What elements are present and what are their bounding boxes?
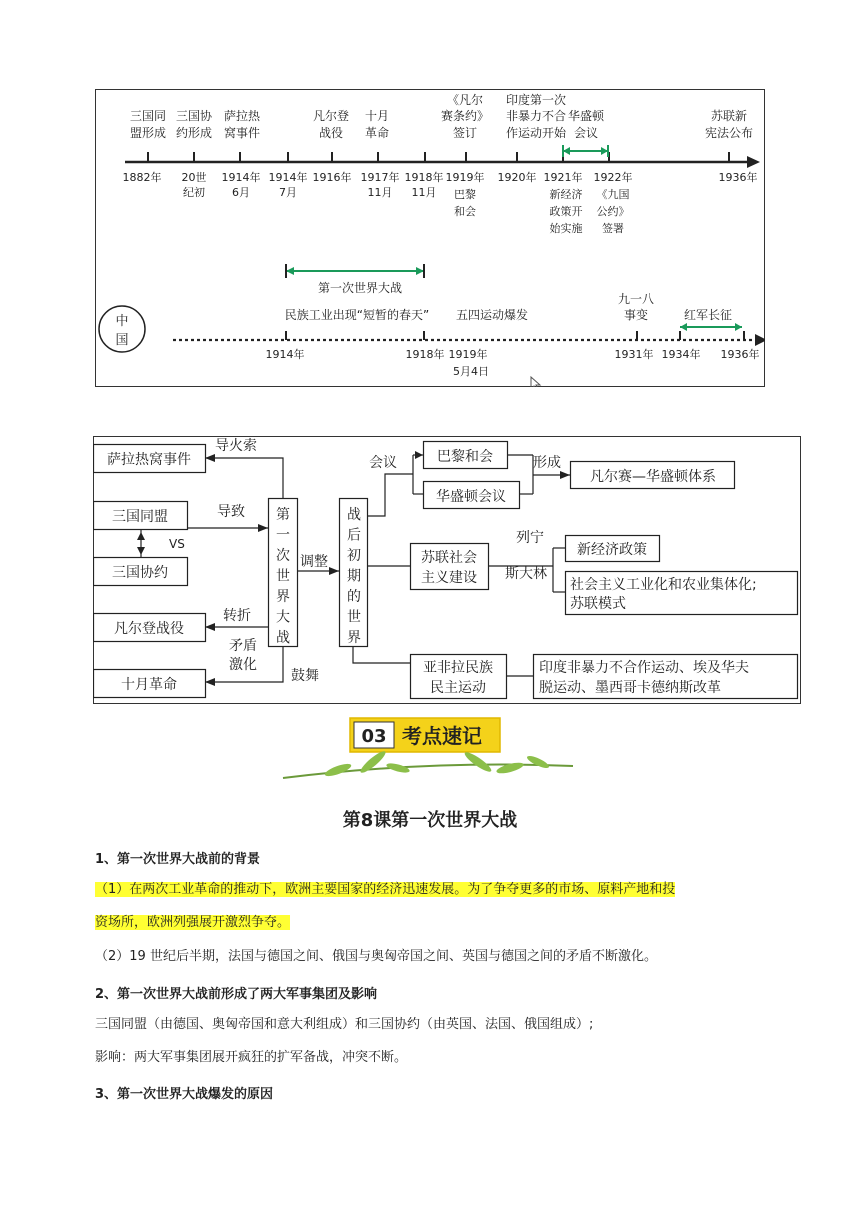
badge-number: 03 <box>361 726 387 747</box>
china-date: 1931年 <box>614 348 654 361</box>
timeline-date: 1882年 <box>122 171 162 184</box>
china-date: 1919年 <box>448 348 488 361</box>
box-soviet-model: 苏联模式 <box>570 596 626 612</box>
event-label: 《凡尔 <box>446 93 484 107</box>
box-national-movements: 亚非拉民族 <box>423 660 493 676</box>
timeline-date: 1922年 <box>593 171 633 184</box>
timeline-figure <box>95 89 765 387</box>
event-label: 萨拉热 <box>223 109 261 123</box>
lesson-title: 第8课第一次世界大战 <box>342 810 518 831</box>
box-postwar-world-char: 世 <box>347 609 361 626</box>
event-label: 盟形成 <box>129 126 167 140</box>
box-sarajevo: 萨拉热窝事件 <box>107 452 191 468</box>
china-label: 中 <box>115 314 129 329</box>
event-label: 签订 <box>452 126 478 140</box>
event-label: 华盛顿 <box>567 109 605 123</box>
box-ww1-char: 一 <box>276 527 290 544</box>
timeline-date: 纪初 <box>183 186 205 199</box>
timeline-date: 1914年 <box>221 171 261 184</box>
event-label: 三国协 <box>175 109 213 123</box>
box-ww1-char: 第 <box>276 507 290 523</box>
timeline-date: 1916年 <box>312 171 352 184</box>
event-label: 窝事件 <box>223 126 261 140</box>
box-national-movements: 民主运动 <box>430 680 486 696</box>
box-soviet-model: 社会主义工业化和农业集体化; <box>570 577 757 593</box>
timeline-note: 《九国 <box>596 188 630 201</box>
box-ww1-char: 世 <box>276 568 290 585</box>
box-soviet-construction: 主义建设 <box>421 570 477 586</box>
china-event: 九一八 <box>617 292 655 306</box>
paragraph: 三国同盟（由德国、奥匈帝国和意大利组成）和三国协约（由英国、法国、俄国组成）; <box>95 1017 594 1032</box>
timeline-date: 11月 <box>411 186 437 199</box>
box-movement-examples: 脱运动、墨西哥卡德纳斯改革 <box>539 680 721 696</box>
event-label: 约形成 <box>175 126 213 140</box>
highlighted-paragraph: （1）在两次工业革命的推动下，欧洲主要国家的经济迅速发展。为了争夺更多的市场、原料产地和投 <box>95 882 676 897</box>
timeline-date: 1921年 <box>543 171 583 184</box>
box-soviet-construction: 苏联社会 <box>421 550 477 566</box>
section-heading: 3、第一次世界大战爆发的原因 <box>95 1087 274 1102</box>
label-lenin: 列宁 <box>516 530 544 546</box>
china-date: 1914年 <box>265 348 305 361</box>
label-conflict: 激化 <box>229 657 257 673</box>
event-label: 三国同 <box>129 109 167 123</box>
timeline-date: 1917年 <box>360 171 400 184</box>
box-postwar-world-char: 初 <box>347 548 361 564</box>
timeline-date: 6月 <box>232 186 250 199</box>
box-paris-conference: 巴黎和会 <box>437 449 493 465</box>
label-turn: 转折 <box>223 608 251 624</box>
badge-text: 考点速记 <box>402 724 482 748</box>
timeline-date: 20世 <box>181 171 207 184</box>
timeline-date: 巴黎 <box>454 188 476 201</box>
box-postwar-world-char: 的 <box>347 589 361 605</box>
label-fuse: 导火索 <box>215 438 257 454</box>
china-event: 民族工业出现“短暂的春天” <box>284 308 430 322</box>
label-adjust: 调整 <box>300 554 328 570</box>
timeline-note: 始实施 <box>549 222 583 235</box>
timeline-date: 1914年 <box>268 171 308 184</box>
china-date: 1936年 <box>720 348 760 361</box>
box-triple-alliance: 三国同盟 <box>112 509 168 525</box>
china-label: 国 <box>115 333 129 348</box>
box-ww1-char: 次 <box>276 548 290 564</box>
timeline-date: 1918年 <box>404 171 444 184</box>
box-nep: 新经济政策 <box>577 542 647 558</box>
event-label: 苏联新 <box>710 109 748 123</box>
china-date: 1918年 <box>405 348 445 361</box>
event-label: 凡尔登 <box>312 109 350 123</box>
section-heading: 2、第一次世界大战前形成了两大军事集团及影响 <box>95 987 378 1002</box>
box-washington-conference: 华盛顿会议 <box>436 489 506 505</box>
china-event: 五四运动爆发 <box>455 308 529 322</box>
label-stalin: 斯大林 <box>505 566 547 582</box>
vs-label: VS <box>169 537 185 551</box>
box-october-revolution: 十月革命 <box>121 677 177 693</box>
box-versailles-washington-system: 凡尔赛—华盛顿体系 <box>590 469 716 485</box>
event-label: 战役 <box>318 126 344 140</box>
timeline-date: 7月 <box>279 186 297 199</box>
paragraph: 影响：两大军事集团展开疯狂的扩军备战，冲突不断。 <box>95 1050 408 1065</box>
box-ww1-char: 战 <box>276 630 290 646</box>
timeline-note: 签署 <box>602 222 624 235</box>
timeline-date: 1936年 <box>718 171 758 184</box>
timeline-date: 和会 <box>454 205 476 218</box>
event-label: 非暴力不合 <box>505 109 567 123</box>
event-label: 会议 <box>573 126 599 140</box>
timeline-date: 11月 <box>367 186 393 199</box>
box-ww1-char: 大 <box>276 609 290 626</box>
timeline-note: 新经济 <box>549 188 583 201</box>
box-movement-examples: 印度非暴力不合作运动、埃及华夫 <box>539 660 749 676</box>
event-label: 印度第一次 <box>505 93 567 107</box>
ww1-label: 第一次世界大战 <box>317 281 403 295</box>
label-inspire: 鼓舞 <box>291 668 319 684</box>
paragraph: （2）19 世纪后半期，法国与德国之间、俄国与奥匈帝国之间、英国与德国之间的矛盾不断激化。 <box>95 949 657 964</box>
timeline-date: 1919年 <box>445 171 485 184</box>
label-conflict: 矛盾 <box>229 638 257 654</box>
box-postwar-world-char: 界 <box>347 630 361 646</box>
event-label: 革命 <box>364 126 390 140</box>
china-date: 5月4日 <box>453 365 489 378</box>
event-label: 十月 <box>364 109 390 123</box>
event-label: 宪法公布 <box>704 126 754 140</box>
label-cause: 导致 <box>217 504 245 520</box>
china-event: 事变 <box>623 308 649 322</box>
box-postwar-world-char: 期 <box>347 568 361 585</box>
concept-map <box>93 436 801 704</box>
timeline-date: 1920年 <box>497 171 537 184</box>
box-postwar-world-char: 战 <box>347 507 361 523</box>
box-postwar-world-char: 后 <box>347 527 361 544</box>
highlighted-paragraph: 资场所，欧洲列强展开激烈争夺。 <box>95 915 291 930</box>
event-label: 赛条约》 <box>440 109 490 123</box>
box-verdun: 凡尔登战役 <box>114 621 184 637</box>
box-triple-entente: 三国协约 <box>112 565 168 581</box>
label-meeting: 会议 <box>369 455 397 471</box>
timeline-note: 公约》 <box>596 205 630 218</box>
box-ww1-char: 界 <box>276 589 290 605</box>
label-form: 形成 <box>533 455 561 471</box>
china-date: 1934年 <box>661 348 701 361</box>
china-event: 红军长征 <box>683 308 733 322</box>
leaf-decoration-icon <box>278 740 578 784</box>
event-label: 作运动开始 <box>505 126 567 140</box>
timeline-note: 政策开 <box>549 205 583 218</box>
section-heading: 1、第一次世界大战前的背景 <box>95 852 261 867</box>
